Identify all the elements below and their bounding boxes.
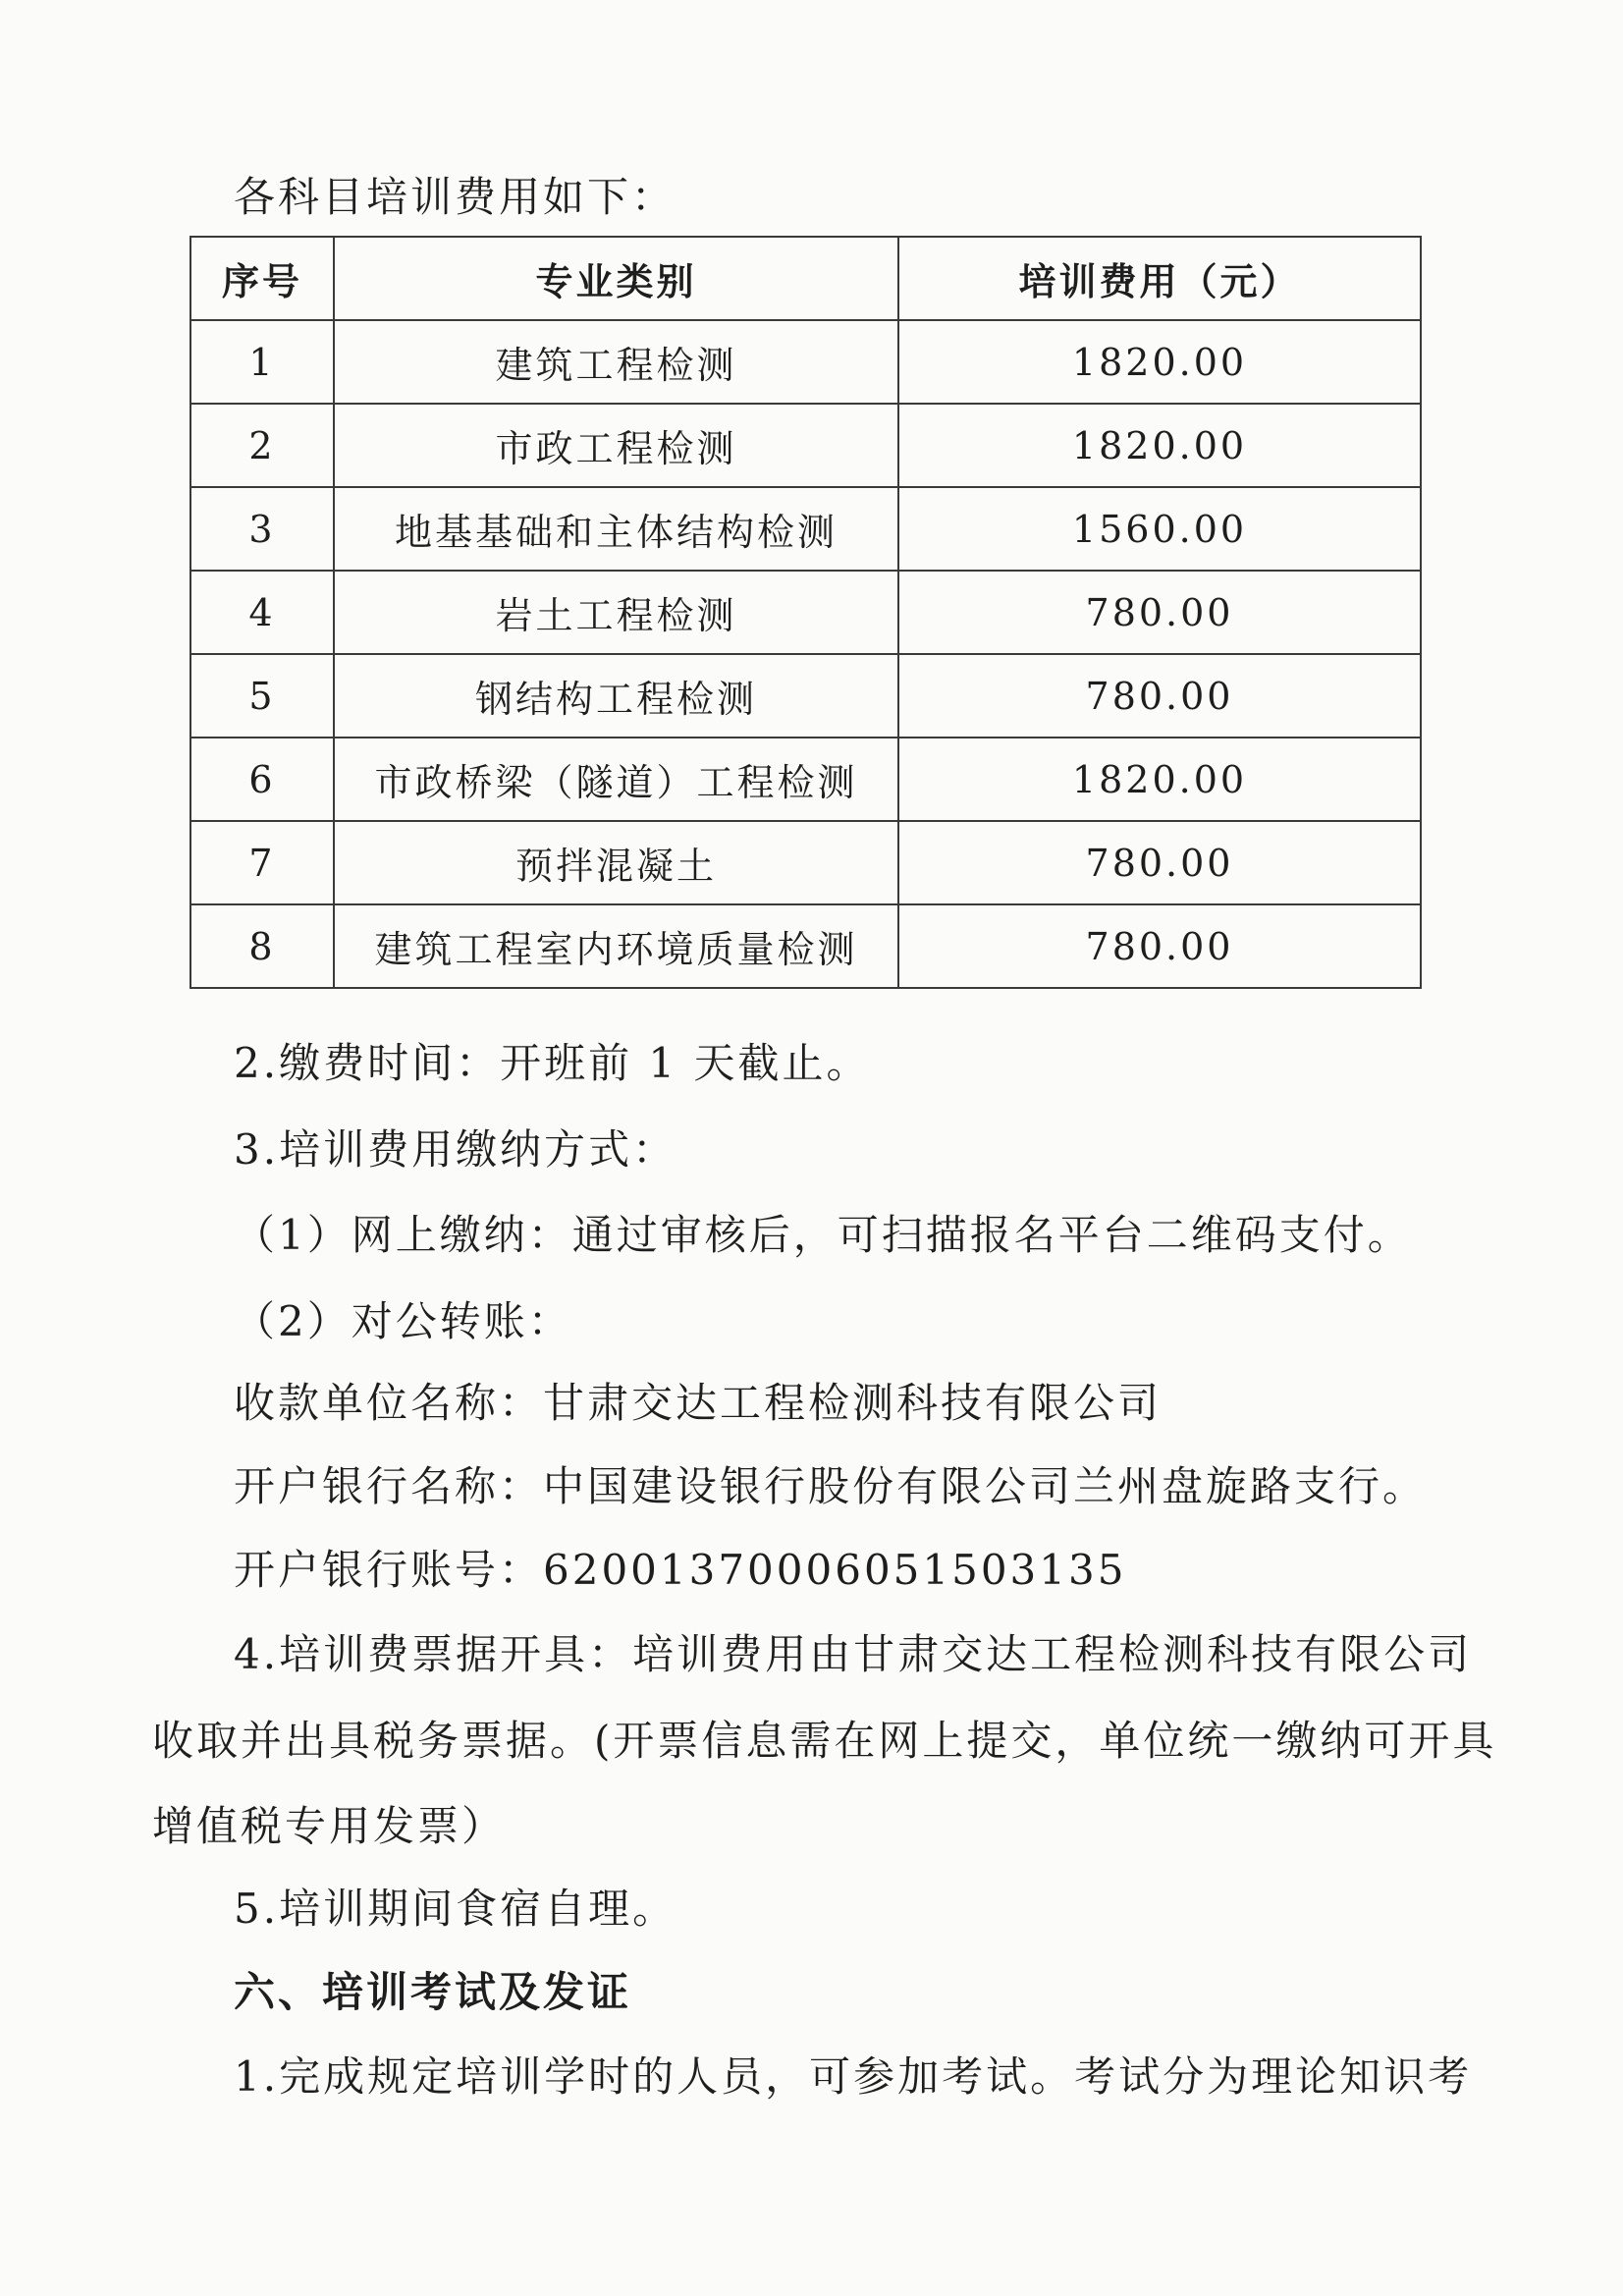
invoice-text-line2: 收取并出具税务票据。(开票信息需在网上提交，单位统一缴纳可开具 bbox=[152, 1717, 1497, 1765]
row-no: 5 bbox=[190, 654, 334, 738]
row-no: 2 bbox=[190, 404, 334, 487]
invoice-text-line1: 4.培训费票据开具：培训费用由甘肃交达工程检测科技有限公司 bbox=[234, 1630, 1473, 1678]
bank-name: 开户银行名称：中国建设银行股份有限公司兰州盘旋路支行。 bbox=[234, 1462, 1428, 1510]
row-fee: 1820.00 bbox=[898, 320, 1421, 404]
row-category: 地基基础和主体结构检测 bbox=[334, 487, 898, 571]
row-no: 1 bbox=[190, 320, 334, 404]
row-no: 8 bbox=[190, 904, 334, 988]
row-category: 预拌混凝土 bbox=[334, 821, 898, 904]
exam-text: 1.完成规定培训学时的人员，可参加考试。考试分为理论知识考 bbox=[234, 2052, 1473, 2101]
table-row bbox=[190, 487, 1421, 571]
row-no: 7 bbox=[190, 821, 334, 904]
table-row bbox=[190, 654, 1421, 738]
header-category: 专业类别 bbox=[334, 237, 898, 320]
row-fee: 780.00 bbox=[898, 821, 1421, 904]
row-category: 建筑工程检测 bbox=[334, 320, 898, 404]
payment-deadline: 2.缴费时间：开班前 1 天截止。 bbox=[234, 1039, 871, 1087]
row-no: 4 bbox=[190, 571, 334, 654]
table-row bbox=[190, 904, 1421, 988]
fee-table bbox=[189, 236, 1422, 989]
table-row bbox=[190, 738, 1421, 821]
table-row bbox=[190, 320, 1421, 404]
row-fee: 780.00 bbox=[898, 904, 1421, 988]
row-category: 市政桥梁（隧道）工程检测 bbox=[334, 738, 898, 821]
online-payment-text: （1）网上缴纳：通过审核后，可扫描报名平台二维码支付。 bbox=[234, 1211, 1412, 1259]
row-no: 6 bbox=[190, 738, 334, 821]
bank-transfer-text: （2）对公转账： bbox=[234, 1297, 572, 1345]
payee-name: 收款单位名称：甘肃交达工程检测科技有限公司 bbox=[234, 1379, 1163, 1427]
table-row bbox=[190, 404, 1421, 487]
row-fee: 780.00 bbox=[898, 571, 1421, 654]
accommodation-text: 5.培训期间食宿自理。 bbox=[234, 1885, 677, 1933]
bank-account: 开户银行账号：62001370006051503135 bbox=[234, 1546, 1127, 1594]
row-no: 3 bbox=[190, 487, 334, 571]
table-row bbox=[190, 571, 1421, 654]
payment-methods-heading: 3.培训费用缴纳方式： bbox=[234, 1125, 677, 1174]
section-heading: 六、培训考试及发证 bbox=[234, 1968, 632, 2016]
row-fee: 1560.00 bbox=[898, 487, 1421, 571]
header-fee: 培训费用（元） bbox=[898, 237, 1421, 320]
table-row bbox=[190, 821, 1421, 904]
header-no: 序号 bbox=[190, 237, 334, 320]
row-category: 钢结构工程检测 bbox=[334, 654, 898, 738]
intro-text: 各科目培训费用如下： bbox=[234, 173, 676, 221]
table-header-row bbox=[190, 237, 1421, 320]
row-category: 岩土工程检测 bbox=[334, 571, 898, 654]
row-category: 建筑工程室内环境质量检测 bbox=[334, 904, 898, 988]
row-fee: 1820.00 bbox=[898, 404, 1421, 487]
row-category: 市政工程检测 bbox=[334, 404, 898, 487]
row-fee: 1820.00 bbox=[898, 738, 1421, 821]
row-fee: 780.00 bbox=[898, 654, 1421, 738]
invoice-text-line3: 增值税专用发票） bbox=[152, 1802, 507, 1850]
